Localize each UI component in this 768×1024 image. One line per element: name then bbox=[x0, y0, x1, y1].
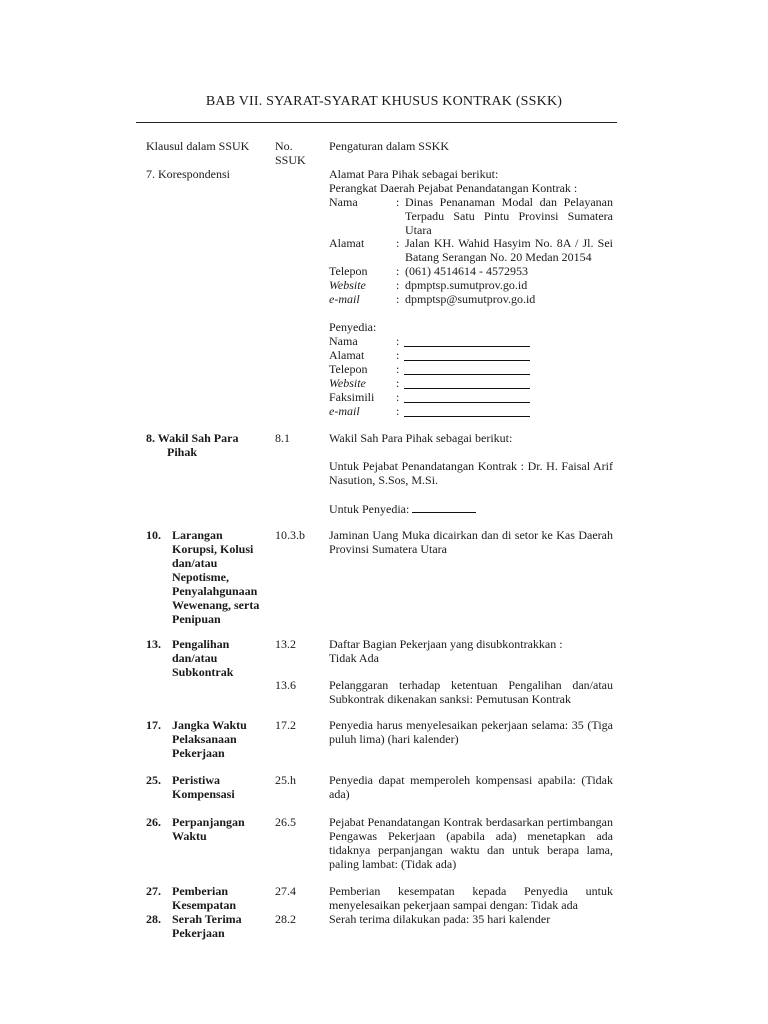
colon: : bbox=[396, 348, 400, 362]
colon: : bbox=[396, 292, 400, 306]
no-13-6: 13.6 bbox=[275, 678, 296, 692]
penyedia-alamat-blank-line bbox=[404, 360, 530, 361]
title-divider bbox=[136, 122, 617, 123]
s8-text-3-row bbox=[329, 501, 476, 516]
clause-8-line1: 8. Wakil Sah Para bbox=[146, 431, 239, 445]
penyedia-nama-field bbox=[329, 334, 539, 348]
penyedia-alamat-label: Alamat bbox=[329, 348, 365, 362]
penyedia-telepon-field bbox=[329, 362, 539, 376]
colon: : bbox=[396, 362, 400, 376]
s7-alamat-field bbox=[329, 236, 613, 264]
clause-13-num: 13. bbox=[146, 637, 161, 651]
clause-10-line5: Penyalahgunaan bbox=[172, 584, 258, 598]
penyedia-email-field bbox=[329, 404, 539, 418]
s7-email-value[interactable]: dpmptsp@sumutprov.go.id bbox=[405, 292, 536, 306]
s7-telepon-label: Telepon bbox=[329, 264, 368, 278]
penyedia-email-label: e-mail bbox=[329, 404, 360, 418]
clause-25-line2: Kompensasi bbox=[172, 787, 235, 801]
clause-13-line2: dan/atau bbox=[172, 651, 218, 665]
clause-10-line7: Penipuan bbox=[172, 612, 221, 626]
clause-25-num: 25. bbox=[146, 773, 161, 787]
s7-email-field bbox=[329, 292, 613, 306]
s13-text-1-line1: Daftar Bagian Pekerjaan yang disubkontrakkan : bbox=[329, 637, 563, 651]
s7-nama-value: Dinas Penanaman Modal dan Pelayanan Terpadu Satu Pintu Provinsi Sumatera Utara bbox=[405, 195, 613, 237]
clause-28-num: 28. bbox=[146, 912, 161, 926]
clause-17-line2: Pelaksanaan bbox=[172, 732, 237, 746]
clause-10-line4: Nepotisme, bbox=[172, 570, 229, 584]
clause-10-line2: Korupsi, Kolusi bbox=[172, 542, 254, 556]
s7-website-label: Website bbox=[329, 278, 366, 292]
penyedia-alamat-field bbox=[329, 348, 539, 362]
penyedia-faksimili-blank-line bbox=[404, 402, 530, 403]
header-no-line1: No. bbox=[275, 139, 293, 153]
clause-27-line2: Kesempatan bbox=[172, 898, 236, 912]
no-27-4: 27.4 bbox=[275, 884, 296, 898]
colon: : bbox=[396, 334, 400, 348]
s7-nama-field bbox=[329, 195, 613, 237]
s27-text: Pemberian kesempatan kepada Penyedia untuk menyelesaikan pekerjaan sampai dengan: Tidak ada bbox=[329, 884, 613, 912]
s7-intro-2: Perangkat Daerah Pejabat Penandatangan Kontrak : bbox=[329, 181, 578, 195]
clause-8-line2: Pihak bbox=[167, 445, 198, 459]
s13-text-2: Pelanggaran terhadap ketentuan Pengalihan dan/atau Subkontrak dikenakan sanksi: Pemutusan Kontrak bbox=[329, 678, 613, 706]
clause-28-line2: Pekerjaan bbox=[172, 926, 225, 940]
colon: : bbox=[396, 404, 400, 418]
s7-website-field bbox=[329, 278, 613, 292]
header-clause: Klausul dalam SSUK bbox=[146, 139, 250, 153]
s17-text: Penyedia harus menyelesaikan pekerjaan selama: 35 (Tiga puluh lima) (hari kalender) bbox=[329, 718, 613, 746]
colon: : bbox=[396, 264, 400, 278]
clause-26-line1: Perpanjangan bbox=[172, 815, 245, 829]
penyedia-telepon-label: Telepon bbox=[329, 362, 368, 376]
penyedia-telepon-blank-line bbox=[404, 374, 530, 375]
s8-text-1: Wakil Sah Para Pihak sebagai berikut: bbox=[329, 431, 513, 445]
clause-10-line3: dan/atau bbox=[172, 556, 218, 570]
clause-7-korespondensi: 7. Korespondensi bbox=[146, 167, 230, 181]
s7-telepon-value: (061) 4514614 - 4572953 bbox=[405, 264, 528, 278]
s10-text: Jaminan Uang Muka dicairkan dan di setor ke Kas Daerah Provinsi Sumatera Utara bbox=[329, 528, 613, 556]
clause-27-num: 27. bbox=[146, 884, 161, 898]
colon: : bbox=[396, 195, 400, 209]
no-13-2: 13.2 bbox=[275, 637, 296, 651]
header-no-line2: SSUK bbox=[275, 153, 306, 167]
clause-13-line3: Subkontrak bbox=[172, 665, 234, 679]
clause-26-line2: Waktu bbox=[172, 829, 207, 843]
s7-alamat-label: Alamat bbox=[329, 236, 365, 250]
colon: : bbox=[396, 390, 400, 404]
penyedia-nama-label: Nama bbox=[329, 334, 358, 348]
no-10-3-b: 10.3.b bbox=[275, 528, 305, 542]
s8-text-2: Untuk Pejabat Penandatangan Kontrak : Dr. H. Faisal Arif Nasution, S.Sos, M.Si. bbox=[329, 459, 613, 487]
penyedia-website-blank-line bbox=[404, 388, 530, 389]
clause-10-num: 10. bbox=[146, 528, 161, 542]
clause-17-line3: Pekerjaan bbox=[172, 746, 225, 760]
penyedia-website-label: Website bbox=[329, 376, 366, 390]
clause-10-line6: Wewenang, serta bbox=[172, 598, 260, 612]
penyedia-email-blank-line bbox=[404, 416, 530, 417]
s7-website-value[interactable]: dpmptsp.sumutprov.go.id bbox=[405, 278, 528, 292]
clause-25-line1: Peristiwa bbox=[172, 773, 220, 787]
colon: : bbox=[396, 278, 400, 292]
s7-email-label: e-mail bbox=[329, 292, 360, 306]
no-25-h: 25.h bbox=[275, 773, 296, 787]
penyedia-faksimili-field bbox=[329, 390, 539, 404]
s25-text: Penyedia dapat memperoleh kompensasi apabila: (Tidak ada) bbox=[329, 773, 613, 801]
penyedia-website-field bbox=[329, 376, 539, 390]
no-8-1: 8.1 bbox=[275, 431, 290, 445]
no-26-5: 26.5 bbox=[275, 815, 296, 829]
page-title: BAB VII. SYARAT-SYARAT KHUSUS KONTRAK (SSKK) bbox=[205, 94, 563, 109]
s8-text-3: Untuk Penyedia: bbox=[329, 502, 410, 516]
s8-penyedia-blank-line bbox=[412, 501, 476, 513]
s7-alamat-value: Jalan KH. Wahid Hasyim No. 8A / Jl. Sei Batang Serangan No. 20 Medan 20154 bbox=[405, 236, 613, 264]
colon: : bbox=[396, 376, 400, 390]
s26-text: Pejabat Penandatangan Kontrak berdasarkan pertimbangan Pengawas Pekerjaan (apabila ada) menetapkan ada tidaknya perpanjangan waktu dan untuk berapa lama, paling lambat: (Tidak ada) bbox=[329, 815, 613, 871]
clause-10-line1: Larangan bbox=[172, 528, 223, 542]
s7-nama-label: Nama bbox=[329, 195, 358, 209]
no-17-2: 17.2 bbox=[275, 718, 296, 732]
clause-27-line1: Pemberian bbox=[172, 884, 228, 898]
clause-28-line1: Serah Terima bbox=[172, 912, 242, 926]
s28-text: Serah terima dilakukan pada: 35 hari kalender bbox=[329, 912, 551, 926]
penyedia-nama-blank-line bbox=[404, 346, 530, 347]
clause-26-num: 26. bbox=[146, 815, 161, 829]
clause-17-line1: Jangka Waktu bbox=[172, 718, 247, 732]
clause-13-line1: Pengalihan bbox=[172, 637, 230, 651]
no-28-2: 28.2 bbox=[275, 912, 296, 926]
s7-intro-1: Alamat Para Pihak sebagai berikut: bbox=[329, 167, 499, 181]
colon: : bbox=[396, 236, 400, 250]
s13-text-1-line2: Tidak Ada bbox=[329, 651, 379, 665]
clause-17-num: 17. bbox=[146, 718, 161, 732]
s7-telepon-field bbox=[329, 264, 613, 278]
header-pengaturan: Pengaturan dalam SSKK bbox=[329, 139, 449, 153]
s7-penyedia-heading: Penyedia: bbox=[329, 320, 377, 334]
penyedia-faksimili-label: Faksimili bbox=[329, 390, 375, 404]
